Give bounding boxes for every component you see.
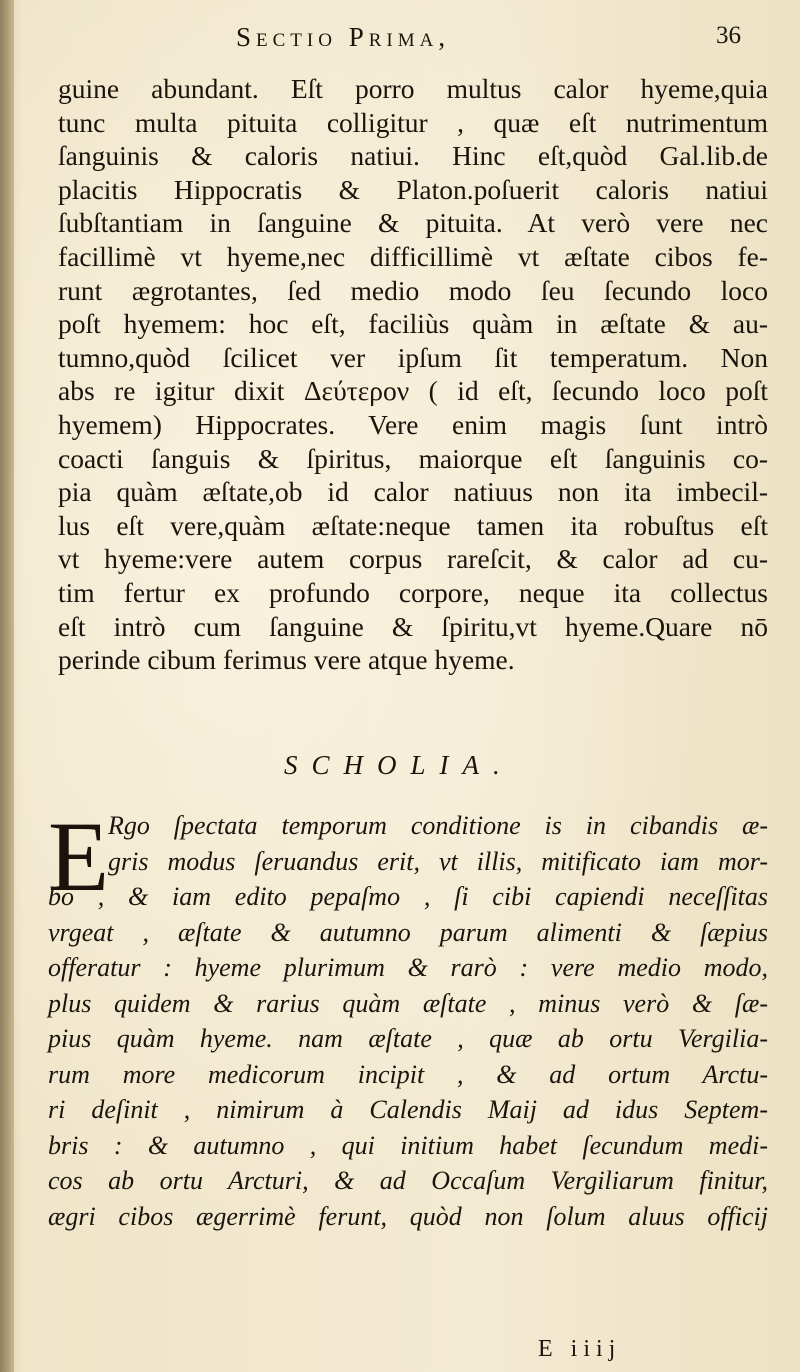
page-number: 36 — [716, 22, 741, 49]
scholia-line: gris modus ſeruandus erit, vt illis, mitificato iam mor- — [108, 846, 768, 876]
scholia-line: pius quàm hyeme. nam æſtate , quæ ab ortu Vergilia- — [48, 1024, 768, 1053]
text-line: poſt hyemem: hoc eſt, faciliùs quàm in æſtate & au- — [58, 308, 768, 340]
signature-mark: E iiij — [538, 1336, 622, 1362]
text-line: hyemem) Hippocrates. Vere enim magis ſunt intrò — [58, 408, 768, 440]
scholia-line: Rgo ſpectata temporum conditione is in cibandis æ- — [108, 811, 768, 840]
scholia-line: vrgeat , æſtate & autumno parum alimenti & ſæpius — [48, 917, 768, 947]
scholia-line: plus quidem & rarius quàm æſtate , minus verò & ſæ- — [48, 988, 768, 1018]
text-line: ſubſtantiam in ſanguine & pituita. At verò vere nec — [58, 207, 768, 239]
text-line: placitis Hippocratis & Platon.poſuerit caloris natiui — [58, 173, 768, 205]
text-line: abs re igitur dixit Δεύτερον ( id eſt, ſecundo loco poſt — [58, 375, 768, 407]
running-title: Sectio Prima, — [236, 22, 451, 52]
main-text — [58, 72, 768, 677]
scholia-line: cos ab ortu Arcturi, & ad Occaſum Vergiliarum finitur, — [48, 1166, 768, 1195]
scholia-line: bris : & autumno , qui initium habet ſecundum medi- — [48, 1130, 768, 1160]
text-line: ſanguinis & caloris natiui. Hinc eſt,quòd Gal.lib.de — [58, 140, 768, 172]
text-line: tunc multa pituita colligitur , quæ eſt nutrimentum — [58, 106, 768, 138]
text-line-last: perinde cibum ferimus vere atque hyeme. — [58, 644, 515, 676]
scholia-text — [48, 801, 768, 1234]
text-line: vt hyeme:vere autem corpus rareſcit, & calor ad cu- — [58, 543, 768, 575]
text-line: coacti ſanguis & ſpiritus, maiorque eſt ſanguinis co- — [58, 442, 768, 474]
text-line: runt ægrotantes, ſed medio modo ſeu ſecundo loco — [58, 274, 768, 306]
scholia-line: bo , & iam edito pepaſmo , ſi cibi capiendi neceſſitas — [48, 882, 768, 911]
text-line: tim fertur ex profundo corpore, neque ita collectus — [58, 576, 768, 608]
scholia-line: ri deſinit , nimirum à Calendis Maij ad idus Septem- — [48, 1095, 768, 1124]
text-line: eſt intrò cum ſanguine & ſpiritu,vt hyeme.Quare nō — [58, 610, 768, 642]
text-line: pia quàm æſtate,ob id calor natiuus non ita imbecil- — [58, 476, 768, 508]
drop-cap-initial: E — [48, 801, 110, 912]
scholia-heading: SCHOLIA. — [284, 750, 514, 780]
text-line: guine abundant. Eſt porro multus calor hyeme,quia — [58, 73, 768, 104]
scholia-line: rum more medicorum incipit , & ad ortum Arctu- — [48, 1059, 768, 1089]
text-line: facillimè vt hyeme,nec difficillimè vt æſtate cibos fe- — [58, 240, 768, 272]
scholia-line: ægri cibos ægerrimè ferunt, quòd non ſolum aluus officij — [48, 1201, 768, 1231]
text-line: lus eſt vere,quàm æſtate:neque tamen ita robuſtus eſt — [58, 509, 768, 541]
scholia-line: offeratur : hyeme plurimum & rarò : vere medio modo, — [48, 953, 768, 982]
text-line: tumno,quòd ſcilicet ver ipſum ſit temperatum. Non — [58, 341, 768, 373]
page-gutter — [0, 0, 14, 1372]
